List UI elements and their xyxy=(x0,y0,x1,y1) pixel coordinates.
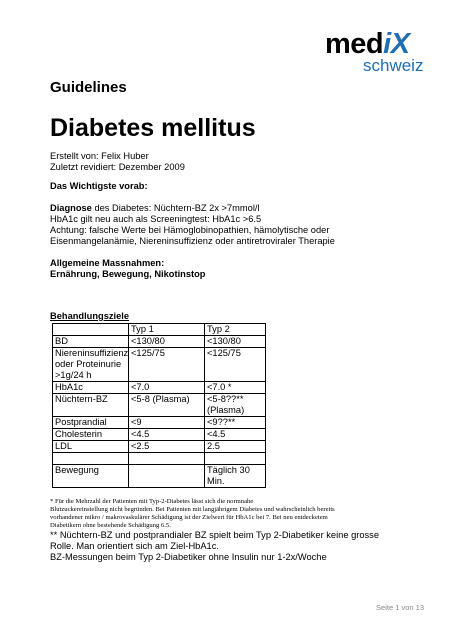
warning-line-1: Achtung: falsche Werte bei Hämoglobinopathien, hämolytische oder xyxy=(50,225,330,235)
type1-value xyxy=(129,465,205,488)
type2-value: <130/80 xyxy=(205,336,266,348)
empty-cell xyxy=(205,453,266,465)
type2-value: Täglich 30 Min. xyxy=(205,465,266,488)
footnote-line: * Für die Mehrzahl der Patienten mit Typ-2-Diabetes lässt sich die normnahe xyxy=(50,498,254,505)
table-row xyxy=(53,336,266,348)
measures-heading-2: Ernährung, Bewegung, Nikotinstop xyxy=(50,269,206,279)
table-row xyxy=(53,441,266,453)
row-label: Nüchtern-BZ xyxy=(53,394,129,417)
table-spacer-row xyxy=(53,453,266,465)
section-label: Guidelines xyxy=(50,79,127,96)
footnote-line: vorhandener mikro / makrovaskulärer Schädigung ist der Zielwert für HbA1c bei 7. Bei neu entdecketem xyxy=(50,514,328,521)
row-label: LDL xyxy=(53,441,129,453)
page-title: Diabetes mellitus xyxy=(50,114,256,142)
table-row xyxy=(53,382,266,394)
footnote-line: Rolle. Man orientiert sich am Ziel-HbA1c. xyxy=(50,541,219,551)
footnote-line: ** Nüchtern-BZ und postprandialer BZ spielt beim Typ 2-Diabetiker keine grosse xyxy=(50,530,379,540)
type2-value: <4.5 xyxy=(205,429,266,441)
row-label: Postprandial xyxy=(53,417,129,429)
footnote-line: Diabetikern ohne bestehende Schädigung 6.5. xyxy=(50,522,171,529)
diagnosis-label: Diagnose xyxy=(50,203,92,213)
diagnosis-line xyxy=(50,203,335,214)
essentials-block xyxy=(50,203,335,247)
type1-value: <4.5 xyxy=(129,429,205,441)
logo-brand-x: iX xyxy=(383,28,410,60)
table-header-cell xyxy=(53,324,129,336)
type1-value: <5-8 (Plasma) xyxy=(129,394,205,417)
table-header-cell: Typ 2 xyxy=(205,324,266,336)
document-meta xyxy=(50,151,185,173)
row-label: HbA1c xyxy=(53,382,129,394)
logo-brand-prefix: med xyxy=(325,28,384,60)
page-number: Seite 1 von 13 xyxy=(376,603,424,612)
measures-heading-1: Allgemeine Massnahmen: xyxy=(50,258,165,268)
hba1c-screening-line: HbA1c gilt neu auch als Screeningtest: HbA1c >6.5 xyxy=(50,214,262,224)
warning-line-2: Eisenmangelanämie, Niereninsuffizienz oder antiretroviraler Therapie xyxy=(50,236,335,246)
table-row-exercise xyxy=(53,465,266,488)
row-label: Cholesterin xyxy=(53,429,129,441)
goals-heading: Behandlungsziele xyxy=(50,311,130,321)
type1-value: <9 xyxy=(129,417,205,429)
empty-cell xyxy=(53,453,129,465)
type2-value: <9??** xyxy=(205,417,266,429)
footnote-line: Blutzuckereinstellung nicht begründen. Bei Patienten mit langjährigem Diabetes und wahrscheinlich bereits xyxy=(50,506,335,513)
table-row xyxy=(53,348,266,382)
row-label: BD xyxy=(53,336,129,348)
row-label: Niereninsuffizienz oder Proteinurie >1g/24 h xyxy=(53,348,129,382)
table-row xyxy=(53,429,266,441)
footnote-single-star xyxy=(50,498,335,530)
type1-value: <7.0 xyxy=(129,382,205,394)
treatment-goals-table xyxy=(52,323,266,488)
type1-value: <125/75 xyxy=(129,348,205,382)
table-header-row xyxy=(53,324,266,336)
table-header-cell: Typ 1 xyxy=(129,324,205,336)
type2-value: 2.5 xyxy=(205,441,266,453)
footnote-line: BZ-Messungen beim Typ 2-Diabetiker ohne Insulin nur 1-2x/Woche xyxy=(50,552,327,562)
type1-value: <2.5 xyxy=(129,441,205,453)
revised-line: Zuletzt revidiert: Dezember 2009 xyxy=(50,162,185,172)
type2-value: <125/75 xyxy=(205,348,266,382)
table-row xyxy=(53,394,266,417)
table-row xyxy=(53,417,266,429)
measures-heading xyxy=(50,258,205,280)
author-line: Erstellt von: Felix Huber xyxy=(50,151,149,161)
footnote-double-star xyxy=(50,530,379,563)
row-label: Bewegung xyxy=(53,465,129,488)
type1-value: <130/80 xyxy=(129,336,205,348)
type2-value: <7.0 * xyxy=(205,382,266,394)
diagnosis-text: des Diabetes: Nüchtern-BZ 2x >7mmol/l xyxy=(91,203,260,213)
logo-subtitle: schweiz xyxy=(363,56,424,75)
type2-value: <5-8??** (Plasma) xyxy=(205,394,266,417)
medix-logo xyxy=(325,28,425,74)
essentials-heading: Das Wichtigste vorab: xyxy=(50,181,148,191)
empty-cell xyxy=(129,453,205,465)
